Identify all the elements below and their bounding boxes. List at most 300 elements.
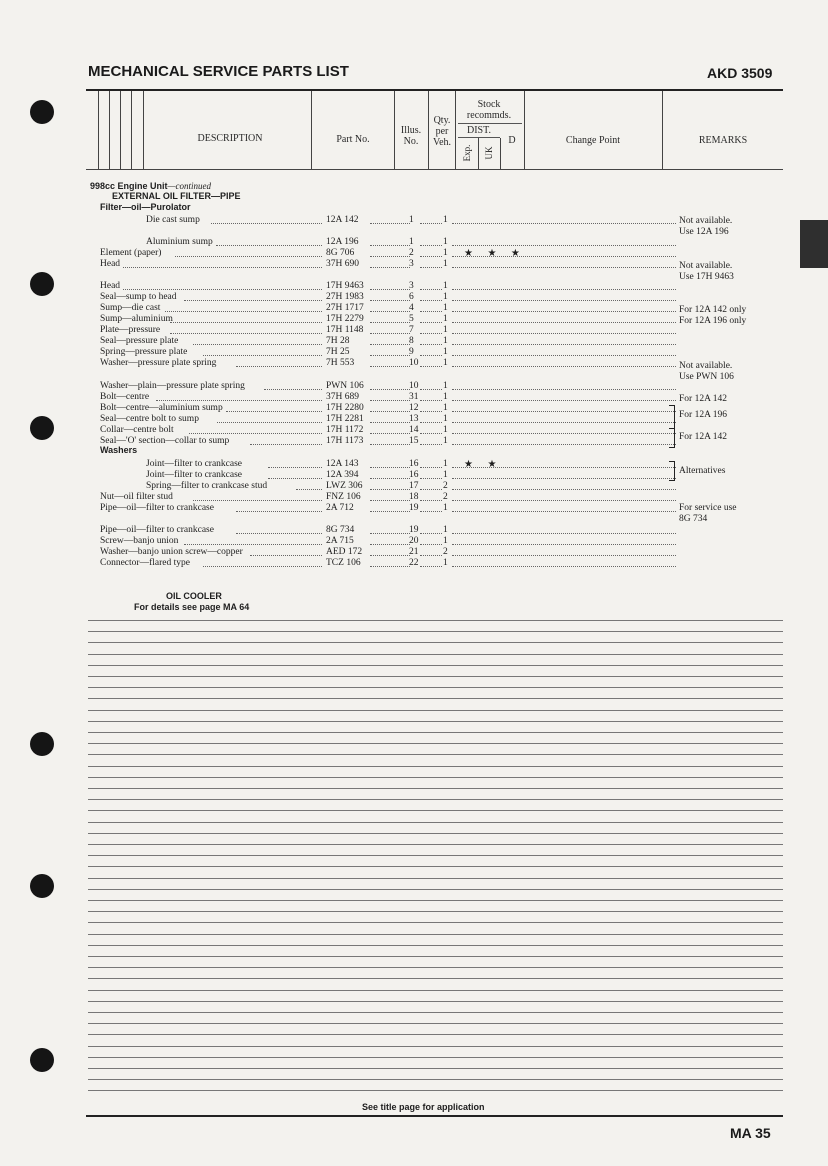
leader-dots bbox=[452, 411, 676, 412]
leader-dots bbox=[420, 467, 442, 468]
quantity: 1 bbox=[443, 536, 448, 546]
ruled-line bbox=[88, 687, 783, 688]
bracket bbox=[669, 428, 675, 448]
ruled-line bbox=[88, 1057, 783, 1058]
remark: Not available. Use 17H 9463 bbox=[679, 261, 734, 282]
leader-dots bbox=[420, 411, 442, 412]
leader-dots bbox=[189, 433, 322, 434]
part-number: 17H 1148 bbox=[326, 325, 364, 335]
ruled-line bbox=[88, 732, 783, 733]
leader-dots bbox=[420, 344, 442, 345]
part-number: 7H 553 bbox=[326, 358, 355, 368]
ruled-line bbox=[88, 878, 783, 879]
part-description: Sump—die cast bbox=[100, 303, 161, 313]
part-description: Seal—'O' section—collar to sump bbox=[100, 436, 230, 446]
remark: For service use 8G 734 bbox=[679, 503, 737, 524]
stock-stars: ★ ★ bbox=[464, 459, 503, 470]
quantity: 1 bbox=[443, 558, 448, 568]
illus-number: 2 bbox=[409, 248, 414, 258]
remark: For 12A 142 bbox=[679, 394, 728, 404]
part-number: LWZ 306 bbox=[326, 481, 363, 491]
part-description: Element (paper) bbox=[100, 248, 162, 258]
ruled-line bbox=[88, 710, 783, 711]
part-number: 12A 196 bbox=[326, 237, 359, 247]
leader-dots bbox=[165, 311, 322, 312]
leader-dots bbox=[420, 533, 442, 534]
leader-dots bbox=[452, 555, 676, 556]
leader-dots bbox=[216, 245, 322, 246]
part-number: 17H 2280 bbox=[326, 403, 364, 413]
remark: For 12A 142 only bbox=[679, 305, 747, 315]
leader-dots bbox=[452, 467, 676, 468]
section-heading-external: EXTERNAL OIL FILTER—PIPE bbox=[112, 191, 241, 201]
leader-dots bbox=[203, 355, 322, 356]
quantity: 1 bbox=[443, 358, 448, 368]
illus-number: 10 bbox=[409, 381, 419, 391]
leader-dots bbox=[370, 245, 410, 246]
binder-hole bbox=[30, 874, 54, 898]
leader-dots bbox=[370, 289, 410, 290]
remark: For 12A 196 only bbox=[679, 316, 747, 326]
quantity: 1 bbox=[443, 347, 448, 357]
ruled-line bbox=[88, 922, 783, 923]
ruled-line bbox=[88, 631, 783, 632]
footer-note: See title page for application bbox=[362, 1102, 485, 1112]
leader-dots bbox=[420, 555, 442, 556]
part-number: 12A 142 bbox=[326, 215, 359, 225]
ruled-line bbox=[88, 911, 783, 912]
leader-dots bbox=[452, 422, 676, 423]
leader-dots bbox=[452, 289, 676, 290]
ruled-line bbox=[88, 766, 783, 767]
illus-number: 6 bbox=[409, 292, 414, 302]
part-number: 2A 715 bbox=[326, 536, 354, 546]
leader-dots bbox=[264, 389, 322, 390]
ruled-line bbox=[88, 743, 783, 744]
section-heading-washers: Washers bbox=[100, 445, 138, 455]
part-description: Washer—banjo union screw—copper bbox=[100, 547, 243, 557]
part-description: Collar—centre bolt bbox=[100, 425, 174, 435]
illus-number: 21 bbox=[409, 547, 419, 557]
leader-dots bbox=[420, 366, 442, 367]
leader-dots bbox=[452, 544, 676, 545]
ruled-line bbox=[88, 990, 783, 991]
ruled-line bbox=[88, 967, 783, 968]
ruled-line bbox=[88, 676, 783, 677]
illus-number: 3 bbox=[409, 259, 414, 269]
ruled-line bbox=[88, 799, 783, 800]
quantity: 1 bbox=[443, 459, 448, 469]
quantity: 1 bbox=[443, 414, 448, 424]
ruled-line bbox=[88, 1090, 783, 1091]
leader-dots bbox=[420, 267, 442, 268]
ruled-line bbox=[88, 721, 783, 722]
illus-number: 5 bbox=[409, 314, 414, 324]
leader-dots bbox=[452, 355, 676, 356]
page-title: MECHANICAL SERVICE PARTS LIST bbox=[88, 63, 349, 80]
leader-dots bbox=[420, 389, 442, 390]
leader-dots bbox=[211, 223, 322, 224]
leader-dots bbox=[452, 478, 676, 479]
part-number: 7H 28 bbox=[326, 336, 350, 346]
leader-dots bbox=[123, 267, 322, 268]
column-part-no: Part No. bbox=[336, 134, 370, 145]
leader-dots bbox=[236, 533, 322, 534]
leader-dots bbox=[226, 411, 322, 412]
binder-hole bbox=[30, 1048, 54, 1072]
ruled-line bbox=[88, 956, 783, 957]
leader-dots bbox=[420, 322, 442, 323]
illus-number: 4 bbox=[409, 303, 414, 313]
leader-dots bbox=[250, 444, 322, 445]
leader-dots bbox=[452, 267, 676, 268]
leader-dots bbox=[452, 256, 676, 257]
leader-dots bbox=[175, 256, 323, 257]
part-number: 27H 1717 bbox=[326, 303, 364, 313]
ruled-line bbox=[88, 754, 783, 755]
leader-dots bbox=[370, 311, 410, 312]
leader-dots bbox=[420, 478, 442, 479]
leader-dots bbox=[236, 511, 322, 512]
illus-number: 18 bbox=[409, 492, 419, 502]
ruled-line bbox=[88, 889, 783, 890]
part-description: Spring—filter to crankcase stud bbox=[146, 481, 268, 491]
illus-number: 19 bbox=[409, 525, 419, 535]
illus-number: 7 bbox=[409, 325, 414, 335]
engine-heading: 998cc Engine Unit bbox=[90, 181, 168, 191]
leader-dots bbox=[296, 489, 322, 490]
column-illus-no: Illus. No. bbox=[400, 125, 422, 147]
illus-number: 31 bbox=[409, 392, 419, 402]
quantity: 1 bbox=[443, 403, 448, 413]
leader-dots bbox=[370, 433, 410, 434]
leader-dots bbox=[193, 344, 322, 345]
leader-dots bbox=[370, 555, 410, 556]
header-rule bbox=[86, 89, 783, 91]
illus-number: 16 bbox=[409, 459, 419, 469]
illus-number: 12 bbox=[409, 403, 419, 413]
column-uk: UK bbox=[484, 146, 494, 160]
leader-dots bbox=[203, 566, 322, 567]
leader-dots bbox=[370, 256, 410, 257]
illus-number: 16 bbox=[409, 470, 419, 480]
part-number: 2A 712 bbox=[326, 503, 354, 513]
illus-number: 14 bbox=[409, 425, 419, 435]
ruled-line bbox=[88, 1023, 783, 1024]
part-number: 7H 25 bbox=[326, 347, 350, 357]
ruled-line bbox=[88, 665, 783, 666]
quantity: 1 bbox=[443, 503, 448, 513]
table-row bbox=[0, 336, 828, 347]
binder-hole bbox=[30, 732, 54, 756]
leader-dots bbox=[420, 245, 442, 246]
column-dist: DIST. bbox=[467, 125, 491, 136]
bracket bbox=[669, 405, 675, 429]
leader-dots bbox=[184, 300, 322, 301]
leader-dots bbox=[452, 333, 676, 334]
part-description: Plate—pressure bbox=[100, 325, 161, 335]
table-row bbox=[0, 292, 828, 303]
column-stock: Stock recommds. bbox=[466, 99, 512, 121]
quantity: 2 bbox=[443, 481, 448, 491]
leader-dots bbox=[370, 500, 410, 501]
ruled-line bbox=[88, 788, 783, 789]
part-description: Bolt—centre—aluminium sump bbox=[100, 403, 223, 413]
leader-dots bbox=[193, 500, 322, 501]
part-number: 17H 1173 bbox=[326, 436, 364, 446]
ruled-line bbox=[88, 900, 783, 901]
leader-dots bbox=[250, 555, 322, 556]
leader-dots bbox=[236, 366, 322, 367]
quantity: 1 bbox=[443, 436, 448, 446]
quantity: 1 bbox=[443, 525, 448, 535]
leader-dots bbox=[452, 400, 676, 401]
ruled-line bbox=[88, 945, 783, 946]
quantity: 1 bbox=[443, 215, 448, 225]
illus-number: 15 bbox=[409, 436, 419, 446]
part-number: 8G 734 bbox=[326, 525, 355, 535]
leader-dots bbox=[170, 333, 322, 334]
leader-dots bbox=[370, 411, 410, 412]
quantity: 1 bbox=[443, 237, 448, 247]
quantity: 1 bbox=[443, 425, 448, 435]
ruled-line bbox=[88, 620, 783, 621]
table-row bbox=[0, 536, 828, 547]
part-description: Washer—plain—pressure plate spring bbox=[100, 381, 245, 391]
illus-number: 13 bbox=[409, 414, 419, 424]
quantity: 1 bbox=[443, 259, 448, 269]
leader-dots bbox=[268, 478, 323, 479]
table-row bbox=[0, 347, 828, 358]
ruled-line bbox=[88, 1034, 783, 1035]
leader-dots bbox=[420, 355, 442, 356]
ruled-line bbox=[88, 1079, 783, 1080]
quantity: 1 bbox=[443, 281, 448, 291]
leader-dots bbox=[370, 333, 410, 334]
remark: Alternatives bbox=[679, 466, 726, 476]
table-row bbox=[0, 558, 828, 569]
leader-dots bbox=[452, 566, 676, 567]
leader-dots bbox=[452, 511, 676, 512]
section-heading-filter: Filter—oil—Purolator bbox=[100, 202, 191, 212]
leader-dots bbox=[217, 422, 322, 423]
ruled-line bbox=[88, 855, 783, 856]
engine-continued: —continued bbox=[167, 181, 212, 191]
leader-dots bbox=[370, 300, 410, 301]
part-number: 8G 706 bbox=[326, 248, 355, 258]
part-description: Washer—pressure plate spring bbox=[100, 358, 217, 368]
binder-hole bbox=[30, 100, 54, 124]
ruled-line bbox=[88, 1001, 783, 1002]
leader-dots bbox=[370, 267, 410, 268]
leader-dots bbox=[370, 444, 410, 445]
leader-dots bbox=[420, 300, 442, 301]
leader-dots bbox=[420, 433, 442, 434]
part-description: Joint—filter to crankcase bbox=[146, 470, 243, 480]
leader-dots bbox=[420, 311, 442, 312]
leader-dots bbox=[420, 333, 442, 334]
leader-dots bbox=[370, 467, 410, 468]
leader-dots bbox=[420, 289, 442, 290]
ruled-line bbox=[88, 654, 783, 655]
leader-dots bbox=[452, 311, 676, 312]
part-description: Bolt—centre bbox=[100, 392, 150, 402]
part-number: AED 172 bbox=[326, 547, 363, 557]
illus-number: 19 bbox=[409, 503, 419, 513]
leader-dots bbox=[420, 422, 442, 423]
leader-dots bbox=[370, 511, 410, 512]
leader-dots bbox=[452, 366, 676, 367]
ruled-line bbox=[88, 642, 783, 643]
leader-dots bbox=[370, 355, 410, 356]
column-qty: Qty. per Veh. bbox=[432, 115, 452, 148]
illus-number: 10 bbox=[409, 358, 419, 368]
column-d: D bbox=[508, 135, 516, 146]
illus-number: 3 bbox=[409, 281, 414, 291]
part-description: Screw—banjo union bbox=[100, 536, 179, 546]
remark: For 12A 196 bbox=[679, 410, 728, 420]
part-number: PWN 106 bbox=[326, 381, 364, 391]
leader-dots bbox=[370, 366, 410, 367]
leader-dots bbox=[420, 400, 442, 401]
part-description: Pipe—oil—filter to crankcase bbox=[100, 525, 214, 535]
illus-number: 20 bbox=[409, 536, 419, 546]
quantity: 1 bbox=[443, 314, 448, 324]
table-row bbox=[0, 492, 828, 503]
part-description: Die cast sump bbox=[146, 215, 200, 225]
table-row bbox=[0, 237, 828, 248]
part-description: Seal—pressure plate bbox=[100, 336, 179, 346]
illus-number: 9 bbox=[409, 347, 414, 357]
ruled-line bbox=[88, 934, 783, 935]
part-description: Spring—pressure plate bbox=[100, 347, 188, 357]
column-remarks: REMARKS bbox=[698, 135, 748, 146]
part-description: Head bbox=[100, 259, 121, 269]
part-number: 37H 689 bbox=[326, 392, 359, 402]
leader-dots bbox=[452, 533, 676, 534]
part-number: 17H 1172 bbox=[326, 425, 364, 435]
leader-dots bbox=[370, 344, 410, 345]
quantity: 1 bbox=[443, 292, 448, 302]
quantity: 1 bbox=[443, 325, 448, 335]
leader-dots bbox=[452, 489, 676, 490]
table-row bbox=[0, 525, 828, 536]
leader-dots bbox=[420, 500, 442, 501]
ruled-line bbox=[88, 866, 783, 867]
table-row bbox=[0, 547, 828, 558]
part-description: Head bbox=[100, 281, 121, 291]
part-number: 37H 690 bbox=[326, 259, 359, 269]
remark: Not available. Use 12A 196 bbox=[679, 216, 733, 237]
quantity: 1 bbox=[443, 381, 448, 391]
part-number: 17H 9463 bbox=[326, 281, 364, 291]
leader-dots bbox=[370, 566, 410, 567]
part-description: Nut—oil filter stud bbox=[100, 492, 173, 502]
table-row bbox=[0, 248, 828, 259]
document-reference: AKD 3509 bbox=[707, 65, 773, 81]
ruled-line bbox=[88, 1046, 783, 1047]
part-description: Joint—filter to crankcase bbox=[146, 459, 243, 469]
leader-dots bbox=[370, 544, 410, 545]
leader-dots bbox=[370, 478, 410, 479]
part-description: Connector—flared type bbox=[100, 558, 190, 568]
leader-dots bbox=[420, 444, 442, 445]
ruled-line bbox=[88, 833, 783, 834]
leader-dots bbox=[420, 566, 442, 567]
leader-dots bbox=[452, 322, 676, 323]
ruled-line bbox=[88, 777, 783, 778]
leader-dots bbox=[370, 489, 410, 490]
illus-number: 17 bbox=[409, 481, 419, 491]
leader-dots bbox=[184, 544, 322, 545]
ruled-line bbox=[88, 822, 783, 823]
leader-dots bbox=[156, 400, 322, 401]
leader-dots bbox=[420, 489, 442, 490]
leader-dots bbox=[370, 223, 410, 224]
part-description: Pipe—oil—filter to crankcase bbox=[100, 503, 214, 513]
leader-dots bbox=[452, 500, 676, 501]
leader-dots bbox=[370, 322, 410, 323]
section-heading-engine bbox=[90, 181, 211, 191]
remark: For 12A 142 bbox=[679, 432, 728, 442]
part-number: TCZ 106 bbox=[326, 558, 361, 568]
oil-cooler-heading: OIL COOLER bbox=[166, 591, 222, 601]
illus-number: 8 bbox=[409, 336, 414, 346]
part-number: 12A 394 bbox=[326, 470, 359, 480]
quantity: 2 bbox=[443, 492, 448, 502]
ruled-line bbox=[88, 1068, 783, 1069]
leader-dots bbox=[170, 322, 322, 323]
footer-rule bbox=[86, 1115, 783, 1117]
illus-number: 22 bbox=[409, 558, 419, 568]
leader-dots bbox=[452, 433, 676, 434]
ruled-line bbox=[88, 698, 783, 699]
leader-dots bbox=[370, 422, 410, 423]
remark: Not available. Use PWN 106 bbox=[679, 361, 734, 382]
ruled-line bbox=[88, 810, 783, 811]
part-description: Aluminium sump bbox=[146, 237, 213, 247]
quantity: 1 bbox=[443, 470, 448, 480]
leader-dots bbox=[452, 444, 676, 445]
leader-dots bbox=[420, 511, 442, 512]
illus-number: 1 bbox=[409, 237, 414, 247]
leader-dots bbox=[452, 300, 676, 301]
column-change-point: Change Point bbox=[565, 135, 621, 146]
ruled-line bbox=[88, 1012, 783, 1013]
quantity: 1 bbox=[443, 248, 448, 258]
column-description: DESCRIPTION bbox=[197, 133, 263, 144]
quantity: 1 bbox=[443, 336, 448, 346]
column-exp: Exp. bbox=[462, 144, 472, 162]
ruled-line bbox=[88, 844, 783, 845]
part-description: Seal—sump to head bbox=[100, 292, 177, 302]
part-number: 27H 1983 bbox=[326, 292, 364, 302]
quantity: 1 bbox=[443, 303, 448, 313]
table-row bbox=[0, 481, 828, 492]
leader-dots bbox=[370, 533, 410, 534]
part-number: 12A 143 bbox=[326, 459, 359, 469]
leader-dots bbox=[452, 389, 676, 390]
leader-dots bbox=[370, 389, 410, 390]
leader-dots bbox=[452, 223, 676, 224]
ruled-line bbox=[88, 978, 783, 979]
leader-dots bbox=[370, 400, 410, 401]
page-number: MA 35 bbox=[730, 1125, 771, 1141]
oil-cooler-reference: For details see page MA 64 bbox=[134, 602, 250, 612]
leader-dots bbox=[420, 223, 442, 224]
leader-dots bbox=[420, 544, 442, 545]
stock-stars: ★ ★ ★ bbox=[464, 248, 526, 259]
